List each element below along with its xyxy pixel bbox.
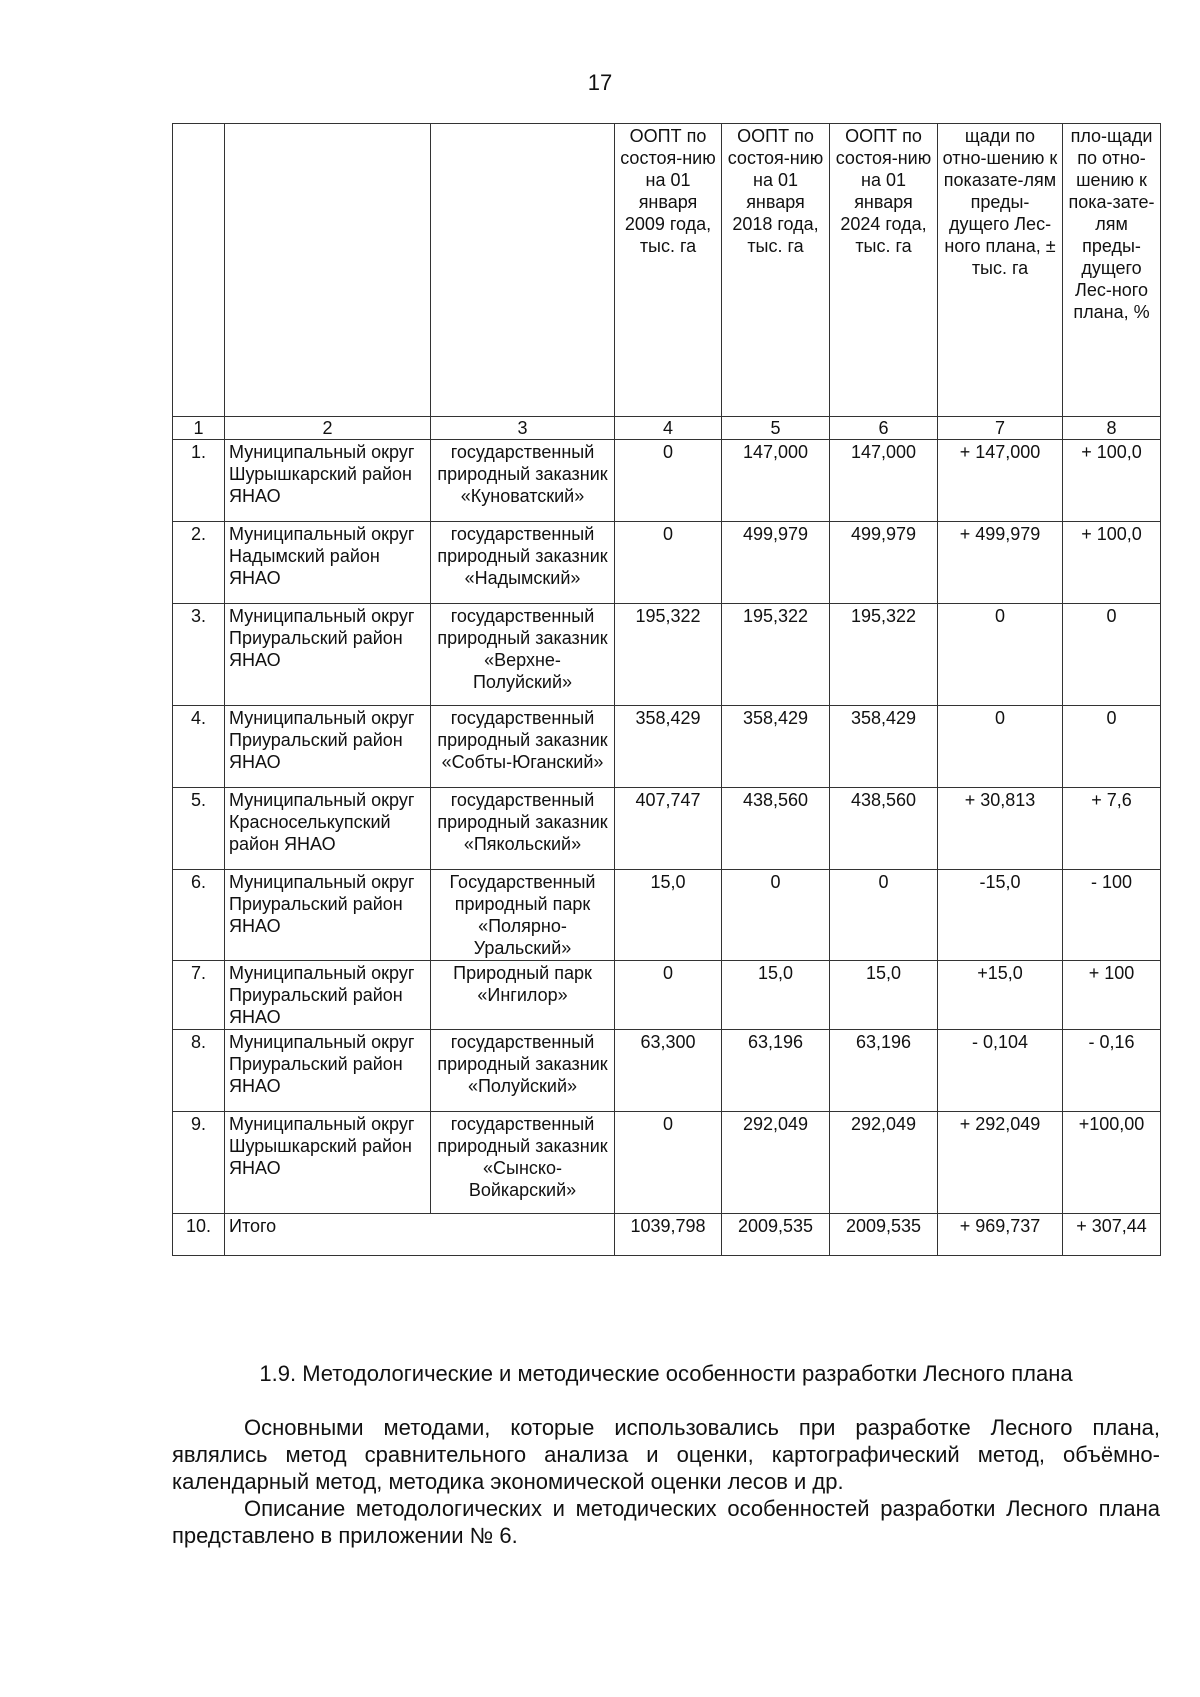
header-cell: щади по отно-шению к показате-лям преды-дущего Лес-ного плана, ± тыс. га (938, 124, 1063, 417)
district-cell: Муниципальный округ Красноселькупский район ЯНАО (225, 788, 431, 870)
header-cell: ООПТ по состоя-нию на 01 января 2024 года, тыс. га (830, 124, 938, 417)
value-2024-cell: 0 (830, 870, 938, 961)
header-cell (225, 124, 431, 417)
value-2024-cell: 499,979 (830, 522, 938, 604)
row-number: 3. (173, 604, 225, 706)
percent-cell: + 100,0 (1063, 522, 1161, 604)
value-2018-cell: 499,979 (722, 522, 830, 604)
col-number: 8 (1063, 417, 1161, 440)
value-2018-cell: 195,322 (722, 604, 830, 706)
column-numbers-row (173, 417, 1161, 440)
area-name-cell: государственный природный заказник «Полуйский» (431, 1030, 615, 1112)
percent-cell: + 100 (1063, 961, 1161, 1030)
row-number: 2. (173, 522, 225, 604)
value-2009-cell: 358,429 (615, 706, 722, 788)
value-2024-cell: 2009,535 (830, 1214, 938, 1256)
area-name-cell: государственный природный заказник «Верхне-Полуйский» (431, 604, 615, 706)
percent-cell: + 100,0 (1063, 440, 1161, 522)
percent-cell: - 100 (1063, 870, 1161, 961)
protected-areas-table (172, 123, 1161, 1256)
table-row (173, 706, 1161, 788)
table-row (173, 604, 1161, 706)
row-number: 9. (173, 1112, 225, 1214)
table-header-row (173, 124, 1161, 417)
difference-cell: + 292,049 (938, 1112, 1063, 1214)
difference-cell: - 0,104 (938, 1030, 1063, 1112)
table-row (173, 1112, 1161, 1214)
row-number: 7. (173, 961, 225, 1030)
difference-cell: +15,0 (938, 961, 1063, 1030)
value-2009-cell: 407,747 (615, 788, 722, 870)
col-number: 7 (938, 417, 1063, 440)
value-2018-cell: 438,560 (722, 788, 830, 870)
table-row (173, 522, 1161, 604)
value-2009-cell: 0 (615, 440, 722, 522)
area-name-cell: Природный парк «Ингилор» (431, 961, 615, 1030)
header-cell: ООПТ по состоя-нию на 01 января 2018 года, тыс. га (722, 124, 830, 417)
table-row (173, 440, 1161, 522)
value-2024-cell: 438,560 (830, 788, 938, 870)
value-2024-cell: 63,196 (830, 1030, 938, 1112)
difference-cell: + 969,737 (938, 1214, 1063, 1256)
difference-cell: + 147,000 (938, 440, 1063, 522)
difference-cell: -15,0 (938, 870, 1063, 961)
value-2009-cell: 63,300 (615, 1030, 722, 1112)
value-2024-cell: 147,000 (830, 440, 938, 522)
value-2018-cell: 358,429 (722, 706, 830, 788)
percent-cell: +100,00 (1063, 1112, 1161, 1214)
header-cell (173, 124, 225, 417)
district-cell: Муниципальный округ Надымский район ЯНАО (225, 522, 431, 604)
area-name-cell: государственный природный заказник «Пякольский» (431, 788, 615, 870)
difference-cell: 0 (938, 706, 1063, 788)
row-number: 10. (173, 1214, 225, 1256)
table-row (173, 1030, 1161, 1112)
value-2018-cell: 63,196 (722, 1030, 830, 1112)
row-number: 1. (173, 440, 225, 522)
value-2018-cell: 292,049 (722, 1112, 830, 1214)
table-row (173, 788, 1161, 870)
value-2009-cell: 0 (615, 961, 722, 1030)
value-2018-cell: 15,0 (722, 961, 830, 1030)
district-cell: Муниципальный округ Приуральский район ЯНАО (225, 870, 431, 961)
difference-cell: + 499,979 (938, 522, 1063, 604)
header-cell (431, 124, 615, 417)
col-number: 1 (173, 417, 225, 440)
total-label: Итого (225, 1214, 615, 1256)
table-row (173, 870, 1161, 961)
value-2009-cell: 0 (615, 1112, 722, 1214)
row-number: 5. (173, 788, 225, 870)
col-number: 4 (615, 417, 722, 440)
area-name-cell: государственный природный заказник «Собты-Юганский» (431, 706, 615, 788)
percent-cell: 0 (1063, 706, 1161, 788)
difference-cell: 0 (938, 604, 1063, 706)
value-2024-cell: 292,049 (830, 1112, 938, 1214)
district-cell: Муниципальный округ Приуральский район ЯНАО (225, 961, 431, 1030)
col-number: 5 (722, 417, 830, 440)
total-row (173, 1214, 1161, 1256)
district-cell: Муниципальный округ Шурышкарский район ЯНАО (225, 1112, 431, 1214)
area-name-cell: Государственный природный парк «Полярно-Уральский» (431, 870, 615, 961)
district-cell: Муниципальный округ Приуральский район ЯНАО (225, 604, 431, 706)
district-cell: Муниципальный округ Приуральский район ЯНАО (225, 706, 431, 788)
value-2009-cell: 1039,798 (615, 1214, 722, 1256)
percent-cell: 0 (1063, 604, 1161, 706)
district-cell: Муниципальный округ Приуральский район ЯНАО (225, 1030, 431, 1112)
value-2009-cell: 195,322 (615, 604, 722, 706)
paragraph-methods: Основными методами, которые использовались при разработке Лесного плана, являлись метод сравнительного анализа и оценки, картографический метод, объёмно-календарный метод, методика экономической оценки лесов и др. (172, 1415, 1160, 1494)
header-cell: пло-щади по отно-шению к пока-зате-лям преды-дущего Лес-ного плана, % (1063, 124, 1161, 417)
row-number: 4. (173, 706, 225, 788)
area-name-cell: государственный природный заказник «Куноватский» (431, 440, 615, 522)
row-number: 8. (173, 1030, 225, 1112)
difference-cell: + 30,813 (938, 788, 1063, 870)
page-number: 17 (587, 70, 613, 95)
percent-cell: + 7,6 (1063, 788, 1161, 870)
value-2018-cell: 0 (722, 870, 830, 961)
header-cell: ООПТ по состоя-нию на 01 января 2009 года, тыс. га (615, 124, 722, 417)
area-name-cell: государственный природный заказник «Сынско-Войкарский» (431, 1112, 615, 1214)
paragraph-appendix: Описание методологических и методических особенностей разработки Лесного плана представлено в приложении № 6. (172, 1496, 1160, 1548)
percent-cell: + 307,44 (1063, 1214, 1161, 1256)
col-number: 3 (431, 417, 615, 440)
row-number: 6. (173, 870, 225, 961)
value-2024-cell: 358,429 (830, 706, 938, 788)
value-2018-cell: 147,000 (722, 440, 830, 522)
col-number: 2 (225, 417, 431, 440)
area-name-cell: государственный природный заказник «Надымский» (431, 522, 615, 604)
table-row (173, 961, 1161, 1030)
percent-cell: - 0,16 (1063, 1030, 1161, 1112)
value-2018-cell: 2009,535 (722, 1214, 830, 1256)
section-heading: 1.9. Методологические и методические особенности разработки Лесного плана (259, 1361, 1073, 1386)
value-2009-cell: 15,0 (615, 870, 722, 961)
value-2024-cell: 195,322 (830, 604, 938, 706)
district-cell: Муниципальный округ Шурышкарский район ЯНАО (225, 440, 431, 522)
value-2009-cell: 0 (615, 522, 722, 604)
col-number: 6 (830, 417, 938, 440)
value-2024-cell: 15,0 (830, 961, 938, 1030)
